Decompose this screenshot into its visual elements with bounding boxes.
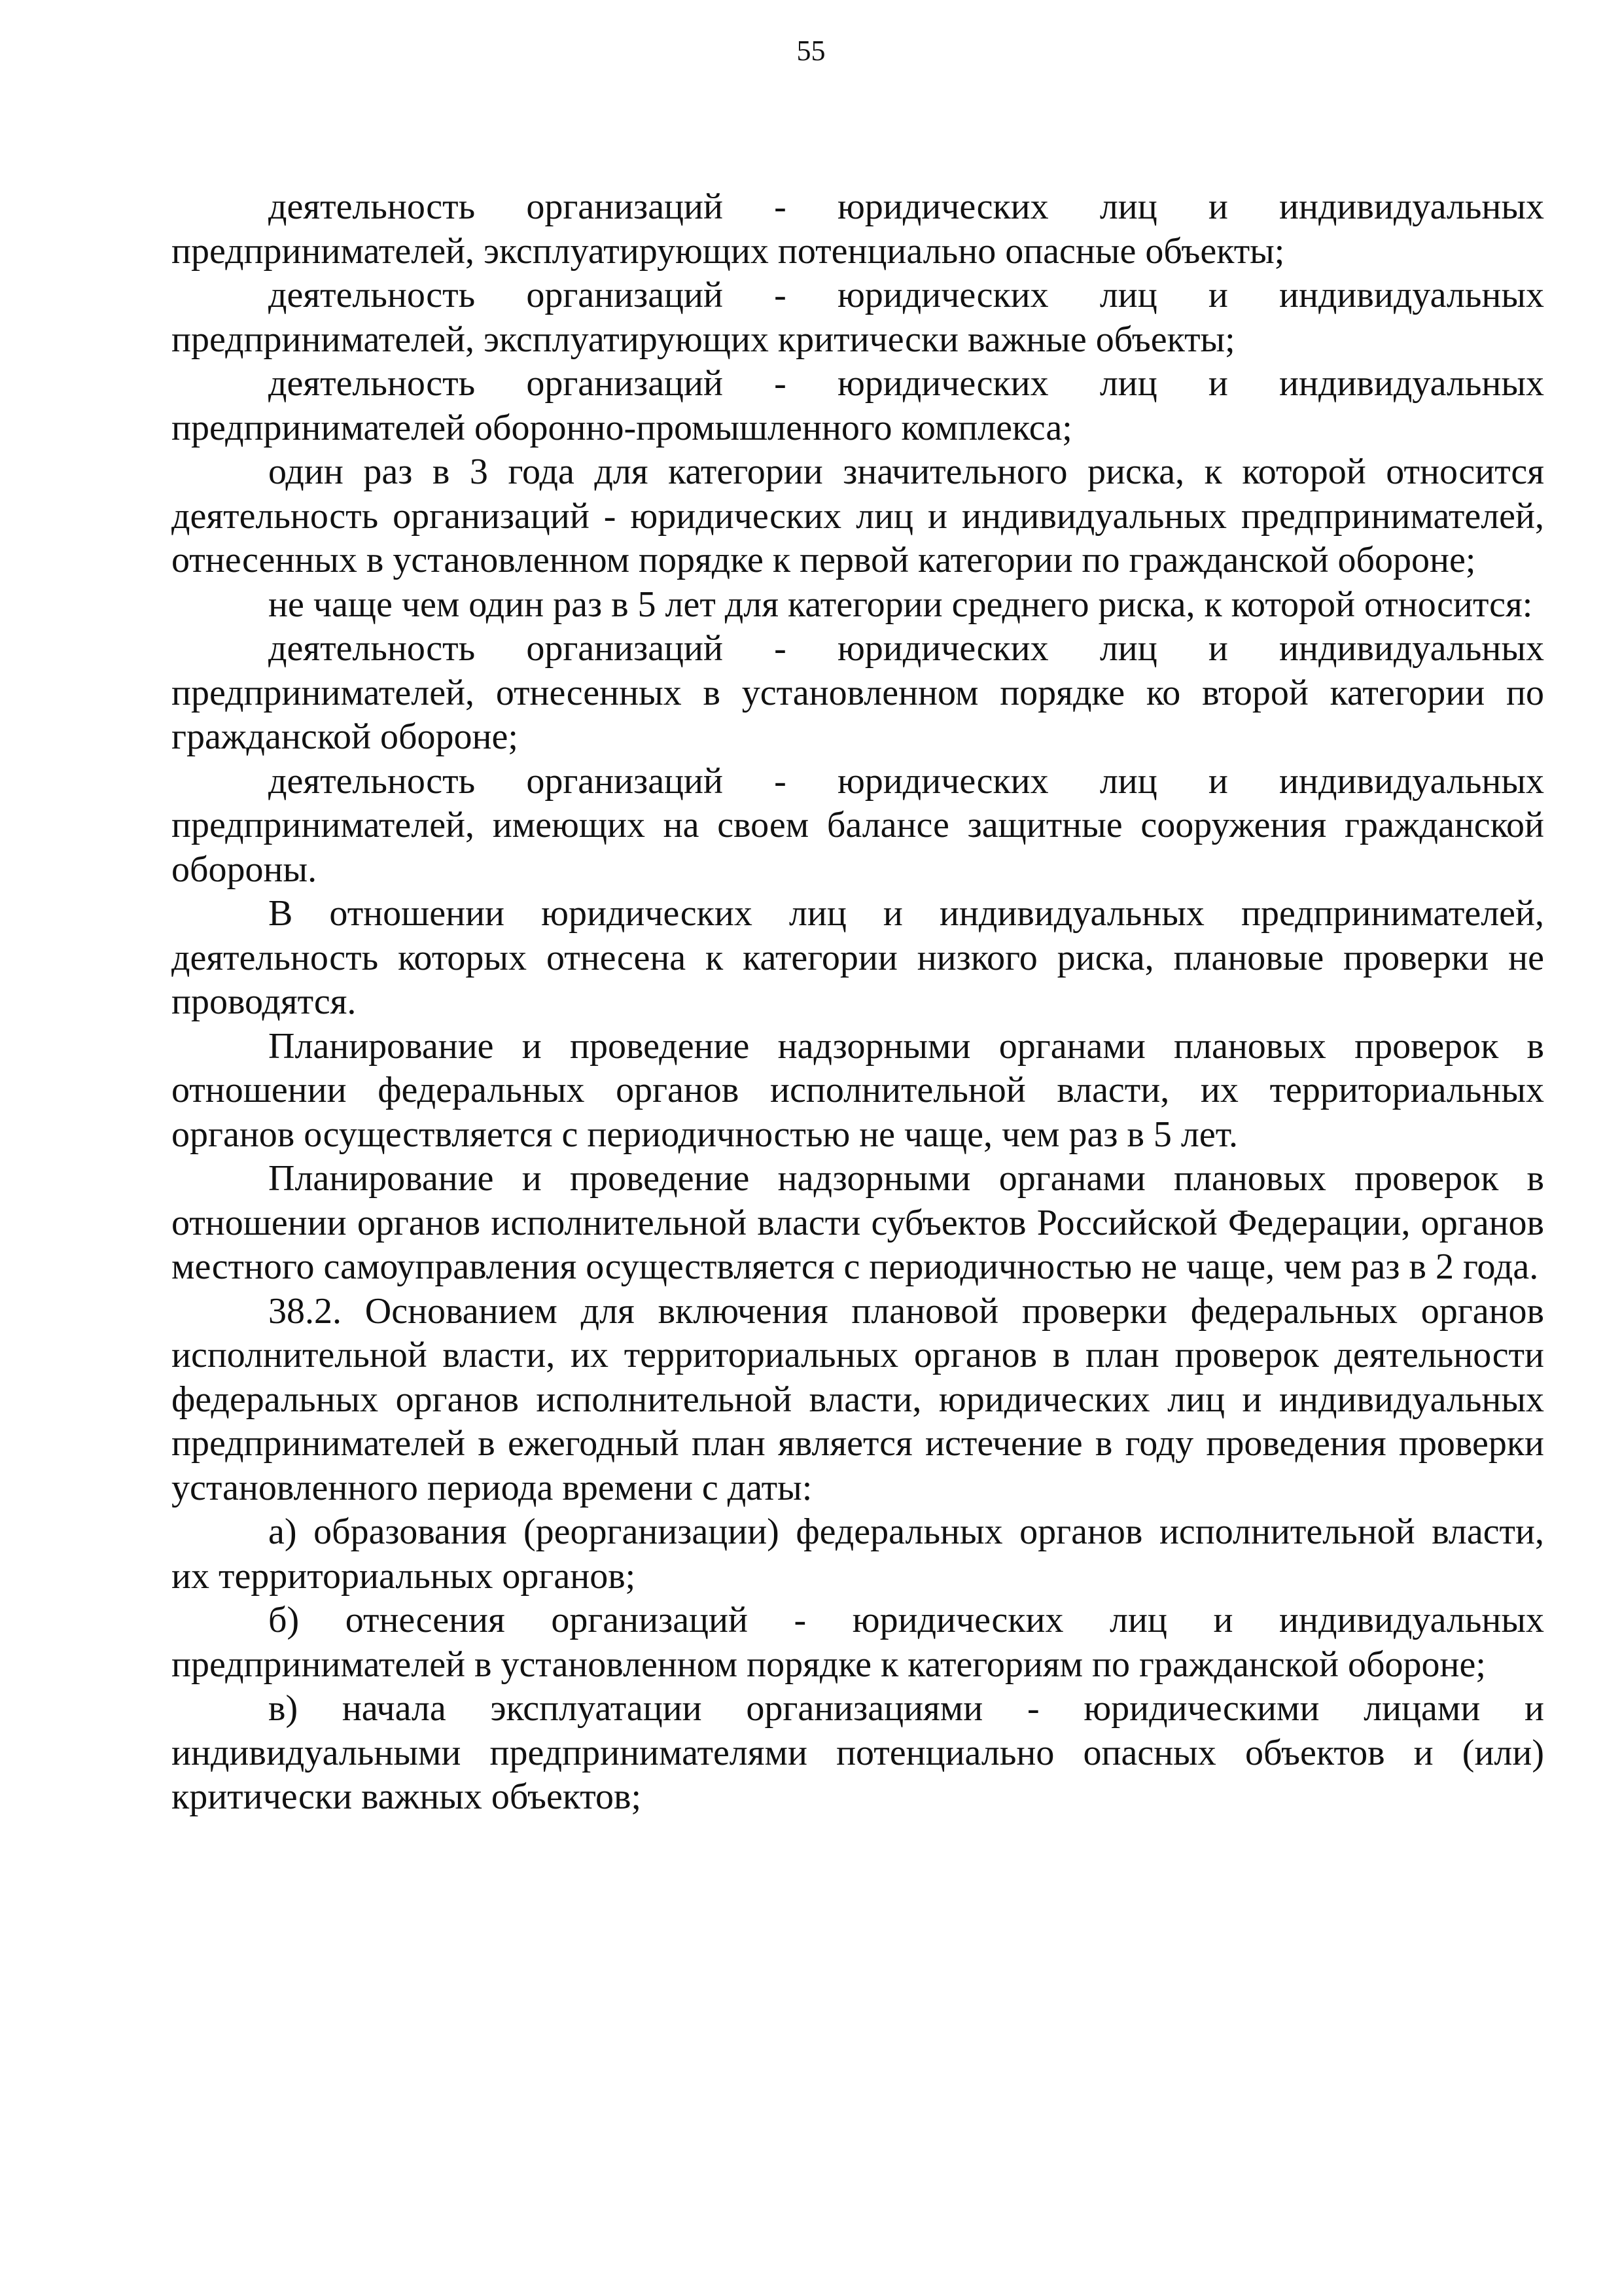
paragraph-8: В отношении юридических лиц и индивидуальных предпринимателей, деятельность которых отнесена к категории низкого риска, плановые проверки не проводятся. bbox=[171, 893, 1544, 1022]
paragraph-11: 38.2. Основанием для включения плановой проверки федеральных органов исполнительной власти, их территориальных органов в план проверок деятельности федеральных органов исполнительной власти, юридических лиц и индивидуальных предпринимателей в ежегодный план является истечение в году проведения проверки установленного периода времени с даты: bbox=[171, 1290, 1544, 1508]
paragraph-14: в) начала эксплуатации организациями - юридическими лицами и индивидуальными предпринимателями потенциально опасных объектов и (или) критически важных объектов; bbox=[171, 1688, 1544, 1817]
paragraph-5: не чаще чем один раз в 5 лет для категории среднего риска, к которой относится: bbox=[268, 584, 1533, 625]
paragraph-13: б) отнесения организаций - юридических лиц и индивидуальных предпринимателей в установленном порядке к категориям по гражданской обороне; bbox=[171, 1600, 1544, 1685]
paragraph-4: один раз в 3 года для категории значительного риска, к которой относится деятельность организаций - юридических лиц и индивидуальных предпринимателей, отнесенных в установленном порядке к первой категории по гражданской обороне; bbox=[171, 451, 1544, 580]
paragraph-2: деятельность организаций - юридических лиц и индивидуальных предпринимателей, эксплуатирующих критически важные объекты; bbox=[171, 275, 1544, 360]
paragraph-3: деятельность организаций - юридических лиц и индивидуальных предпринимателей оборонно-промышленного комплекса; bbox=[171, 363, 1544, 448]
paragraph-7: деятельность организаций - юридических лиц и индивидуальных предпринимателей, имеющих на своем балансе защитные сооружения гражданской обороны. bbox=[171, 760, 1544, 890]
paragraph-9: Планирование и проведение надзорными органами плановых проверок в отношении федеральных органов исполнительной власти, их территориальных органов осуществляется с периодичностью не чаще, чем раз в 5 лет. bbox=[171, 1025, 1544, 1155]
document-body bbox=[171, 185, 1544, 1820]
page-number: 55 bbox=[796, 35, 826, 67]
paragraph-6: деятельность организаций - юридических лиц и индивидуальных предпринимателей, отнесенных в установленном порядке ко второй категории по гражданской обороне; bbox=[171, 628, 1544, 757]
paragraph-10: Планирование и проведение надзорными органами плановых проверок в отношении органов исполнительной власти субъектов Российской Федерации, органов местного самоуправления осуществляется с периодичностью не чаще, чем раз в 2 года. bbox=[171, 1158, 1544, 1287]
paragraph-12: а) образования (реорганизации) федеральных органов исполнительной власти, их территориальных органов; bbox=[171, 1511, 1544, 1597]
paragraph-1: деятельность организаций - юридических лиц и индивидуальных предпринимателей, эксплуатирующих потенциально опасные объекты; bbox=[171, 186, 1544, 272]
